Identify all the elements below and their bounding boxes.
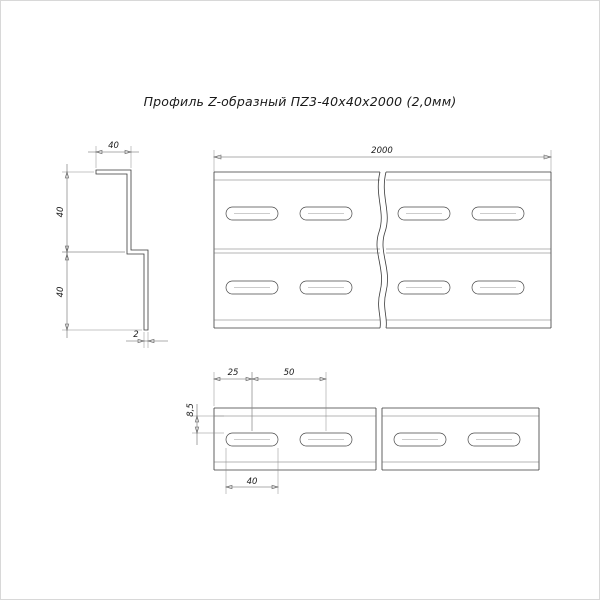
dimension-label-height-lower: 40 [56, 286, 66, 298]
slot [472, 207, 524, 220]
slot [226, 281, 278, 294]
elevation-body-right [386, 172, 551, 328]
dimension-total-length [214, 146, 551, 172]
slot [394, 433, 446, 446]
slot [472, 281, 524, 294]
view-detail [186, 368, 539, 494]
slot [398, 281, 450, 294]
dimension-label-slot-pitch: 50 [283, 368, 295, 378]
dimension-label-edge-offset: 25 [227, 368, 239, 378]
dimension-label-total-length: 2000 [371, 146, 393, 156]
slot [398, 207, 450, 220]
dimension-thickness [126, 330, 168, 348]
dimension-label-height-upper: 40 [56, 206, 66, 218]
dimension-height-lower [56, 246, 142, 338]
dimension-width-top [88, 141, 139, 168]
dimension-label-width-top: 40 [108, 141, 119, 151]
slot [468, 433, 520, 446]
dimension-label-thickness: 2 [133, 330, 139, 340]
page-title: Профиль Z-образный ПZ3-40х40х2000 (2,0мм) [143, 94, 457, 109]
slot [226, 433, 278, 446]
dimension-label-slot-vertical: 8,5 [186, 403, 196, 417]
slot [300, 207, 352, 220]
z-profile-outline [96, 170, 148, 330]
dimension-label-slot-spacing: 40 [246, 477, 258, 487]
elevation-body-left [214, 172, 380, 328]
view-cross-section [56, 141, 168, 348]
dimension-height-upper [56, 164, 125, 260]
slot [226, 207, 278, 220]
slot [300, 433, 352, 446]
view-elevation [214, 146, 551, 328]
slot [300, 281, 352, 294]
